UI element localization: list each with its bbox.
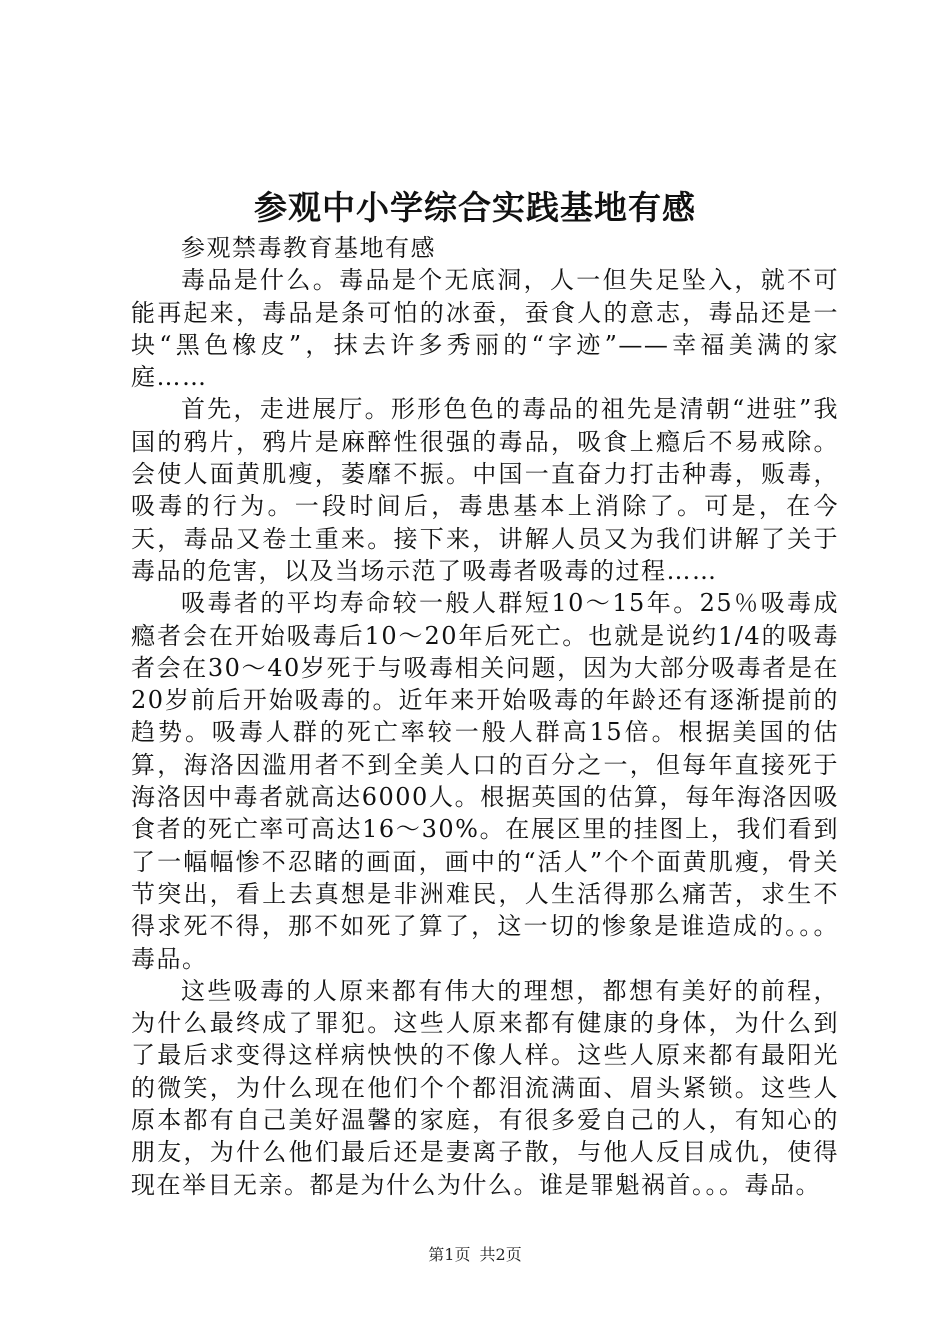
page-number: 第1页 — [428, 1245, 471, 1264]
document-body — [131, 232, 839, 1201]
paragraph-4: 这些吸毒的人原来都有伟大的理想，都想有美好的前程，为什么最终成了罪犯。这些人原来都有健康的身体，为什么到了最后求变得这样病怏怏的不像人样。这些人原来都有最阳光的微笑，为什么现在他们个个都泪流满面、眉头紧锁。这些人原本都有自己美好温馨的家庭，有很多爱自己的人，有知心的朋友，为什么他们最后还是妻离子散，与他人反目成仇，使得现在举目无亲。都是为什么为什么。谁是罪魁祸首。。。毒品。 — [131, 976, 839, 1199]
document-subtitle: 参观禁毒教育基地有感 — [181, 234, 436, 262]
paragraph-1: 毒品是什么。毒品是个无底洞，人一但失足坠入，就不可能再起来，毒品是条可怕的冰蚕，蚕食人的意志，毒品还是一块“黑色橡皮”，抹去许多秀丽的“字迹”——幸福美满的家庭…… — [131, 266, 839, 392]
paragraph-3: 吸毒者的平均寿命较一般人群短10～15年。25％吸毒成瘾者会在开始吸毒后10～20年后死亡。也就是说约1/4的吸毒者会在30～40岁死于与吸毒相关问题，因为大部分吸毒者是在20岁前后开始吸毒的。近年来开始吸毒的年龄还有逐渐提前的趋势。吸毒人群的死亡率较一般人群高15倍。根据美国的估算，海洛因滥用者不到全美人口的百分之一，但每年直接死于海洛因中毒者就高达6000人。根据英国的估算，每年海洛因吸食者的死亡率可高达16～30%。在展区里的挂图上，我们看到了一幅幅惨不忍睹的画面，画中的“活人”个个面黄肌瘦，骨关节突出，看上去真想是非洲难民，人生活得那么痛苦，求生不得求死不得，那不如死了算了，这一切的惨象是谁造成的。。。毒品。 — [131, 589, 839, 973]
paragraph-2: 首先，走进展厅。形形色色的毒品的祖先是清朝“进驻”我国的鸦片，鸦片是麻醉性很强的毒品，吸食上瘾后不易戒除。会使人面黄肌瘦，萎靡不振。中国一直奋力打击种毒，贩毒，吸毒的行为。一段时间后，毒患基本上消除了。可是，在今天，毒品又卷土重来。接下来，讲解人员又为我们讲解了关于毒品的危害，以及当场示范了吸毒者吸毒的过程…… — [131, 395, 839, 585]
page-footer — [0, 1245, 950, 1265]
document-title: 参观中小学综合实践基地有感 — [254, 188, 696, 227]
page-total: 共2页 — [479, 1245, 522, 1264]
